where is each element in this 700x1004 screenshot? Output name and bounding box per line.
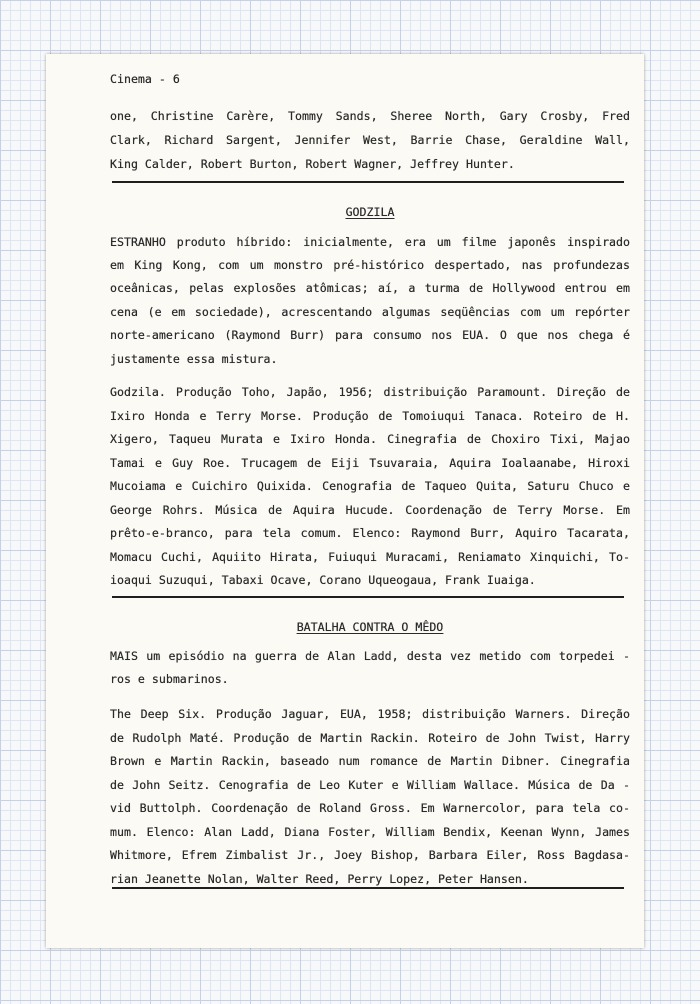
- credits-line: mum. Elenco: Alan Ladd, Diana Foster, William Bendix, Keenan Wynn, James: [110, 825, 630, 839]
- review-line: em King Kong, com um monstro pré-histórico despertado, nas profundezas: [110, 258, 630, 272]
- cast-line-1: one, Christine Carère, Tommy Sands, Sheree North, Gary Crosby, Fred: [110, 109, 630, 123]
- review-line: ESTRANHO produto híbrido: inicialmente, era um filme japonês inspirado: [110, 235, 630, 249]
- page-header: Cinema - 6: [110, 72, 180, 86]
- review-line: cena (e em sociedade), acrescentando algumas seqüências com um repórter: [110, 305, 630, 319]
- review-line: oceânicas, pelas explosões atômicas; aí, a turma de Hollywood entrou em: [110, 281, 630, 295]
- credits-line: de John Seitz. Cenografia de Leo Kuter e William Wallace. Música de Da -: [110, 778, 630, 792]
- cast-line-2: Clark, Richard Sargent, Jennifer West, Barrie Chase, Geraldine Wall,: [110, 133, 630, 147]
- credits-line: rian Jeanette Nolan, Walter Reed, Perry Lopez, Peter Hansen.: [110, 872, 529, 886]
- credits-line: Xigero, Taqueu Murata e Ixiro Honda. Cinegrafia de Choxiro Tixi, Majao: [110, 432, 630, 446]
- credits-line: Tamai e Guy Roe. Trucagem de Eiji Tsuvaraia, Aquira Ioalaanabe, Hiroxi: [110, 456, 630, 470]
- review-line: ros e submarinos.: [110, 672, 229, 686]
- review-line: justamente essa mistura.: [110, 352, 278, 366]
- credits-line: vid Buttolph. Coordenação de Roland Gross. Em Warnercolor, para tela co-: [110, 801, 630, 815]
- section-divider: [112, 181, 624, 183]
- credits-line: Godzila. Produção Toho, Japão, 1956; distribuição Paramount. Direção de: [110, 385, 630, 399]
- credits-line: de Rudolph Maté. Produção de Martin Rackin. Roteiro de John Twist, Harry: [110, 731, 630, 745]
- film-title-batalha: BATALHA CONTRA O MÊDO: [296, 620, 444, 634]
- credits-line: George Rohrs. Música de Aquira Hucude. Coordenação de Terry Morse. Em: [110, 503, 630, 517]
- section-divider: [112, 887, 624, 889]
- credits-line: Brown e Martin Rackin, baseado num romance de Martin Dibner. Cinegrafia: [110, 754, 630, 768]
- credits-line: Mucoiama e Cuichiro Quixida. Cenografia de Taqueo Quita, Saturu Chuco e: [110, 479, 630, 493]
- review-line: MAIS um episódio na guerra de Alan Ladd, desta vez metido com torpedei -: [110, 649, 630, 663]
- credits-line: ioaqui Suzuqui, Tabaxi Ocave, Corano Uqueogaua, Frank Iuaiga.: [110, 573, 536, 587]
- section-divider: [112, 596, 624, 598]
- credits-line: Ixiro Honda e Terry Morse. Produção de Tomoiuqui Tanaca. Roteiro de H.: [110, 409, 630, 423]
- cast-line-3: King Calder, Robert Burton, Robert Wagner, Jeffrey Hunter.: [110, 157, 515, 171]
- film-title-godzila: GODZILA: [345, 205, 395, 219]
- credits-line: The Deep Six. Produção Jaguar, EUA, 1958; distribuição Warners. Direção: [110, 707, 630, 721]
- review-line: norte-americano (Raymond Burr) para consumo nos EUA. O que nos chega é: [110, 328, 630, 342]
- credits-line: Momacu Cuchi, Aquiito Hirata, Fuiuqui Muracami, Reniamato Xinquichi, To-: [110, 550, 630, 564]
- credits-line: prêto-e-branco, para tela comum. Elenco: Raymond Burr, Aquiro Tacarata,: [110, 526, 630, 540]
- credits-line: Whitmore, Efrem Zimbalist Jr., Joey Bishop, Barbara Eiler, Ross Bagdasa-: [110, 848, 630, 862]
